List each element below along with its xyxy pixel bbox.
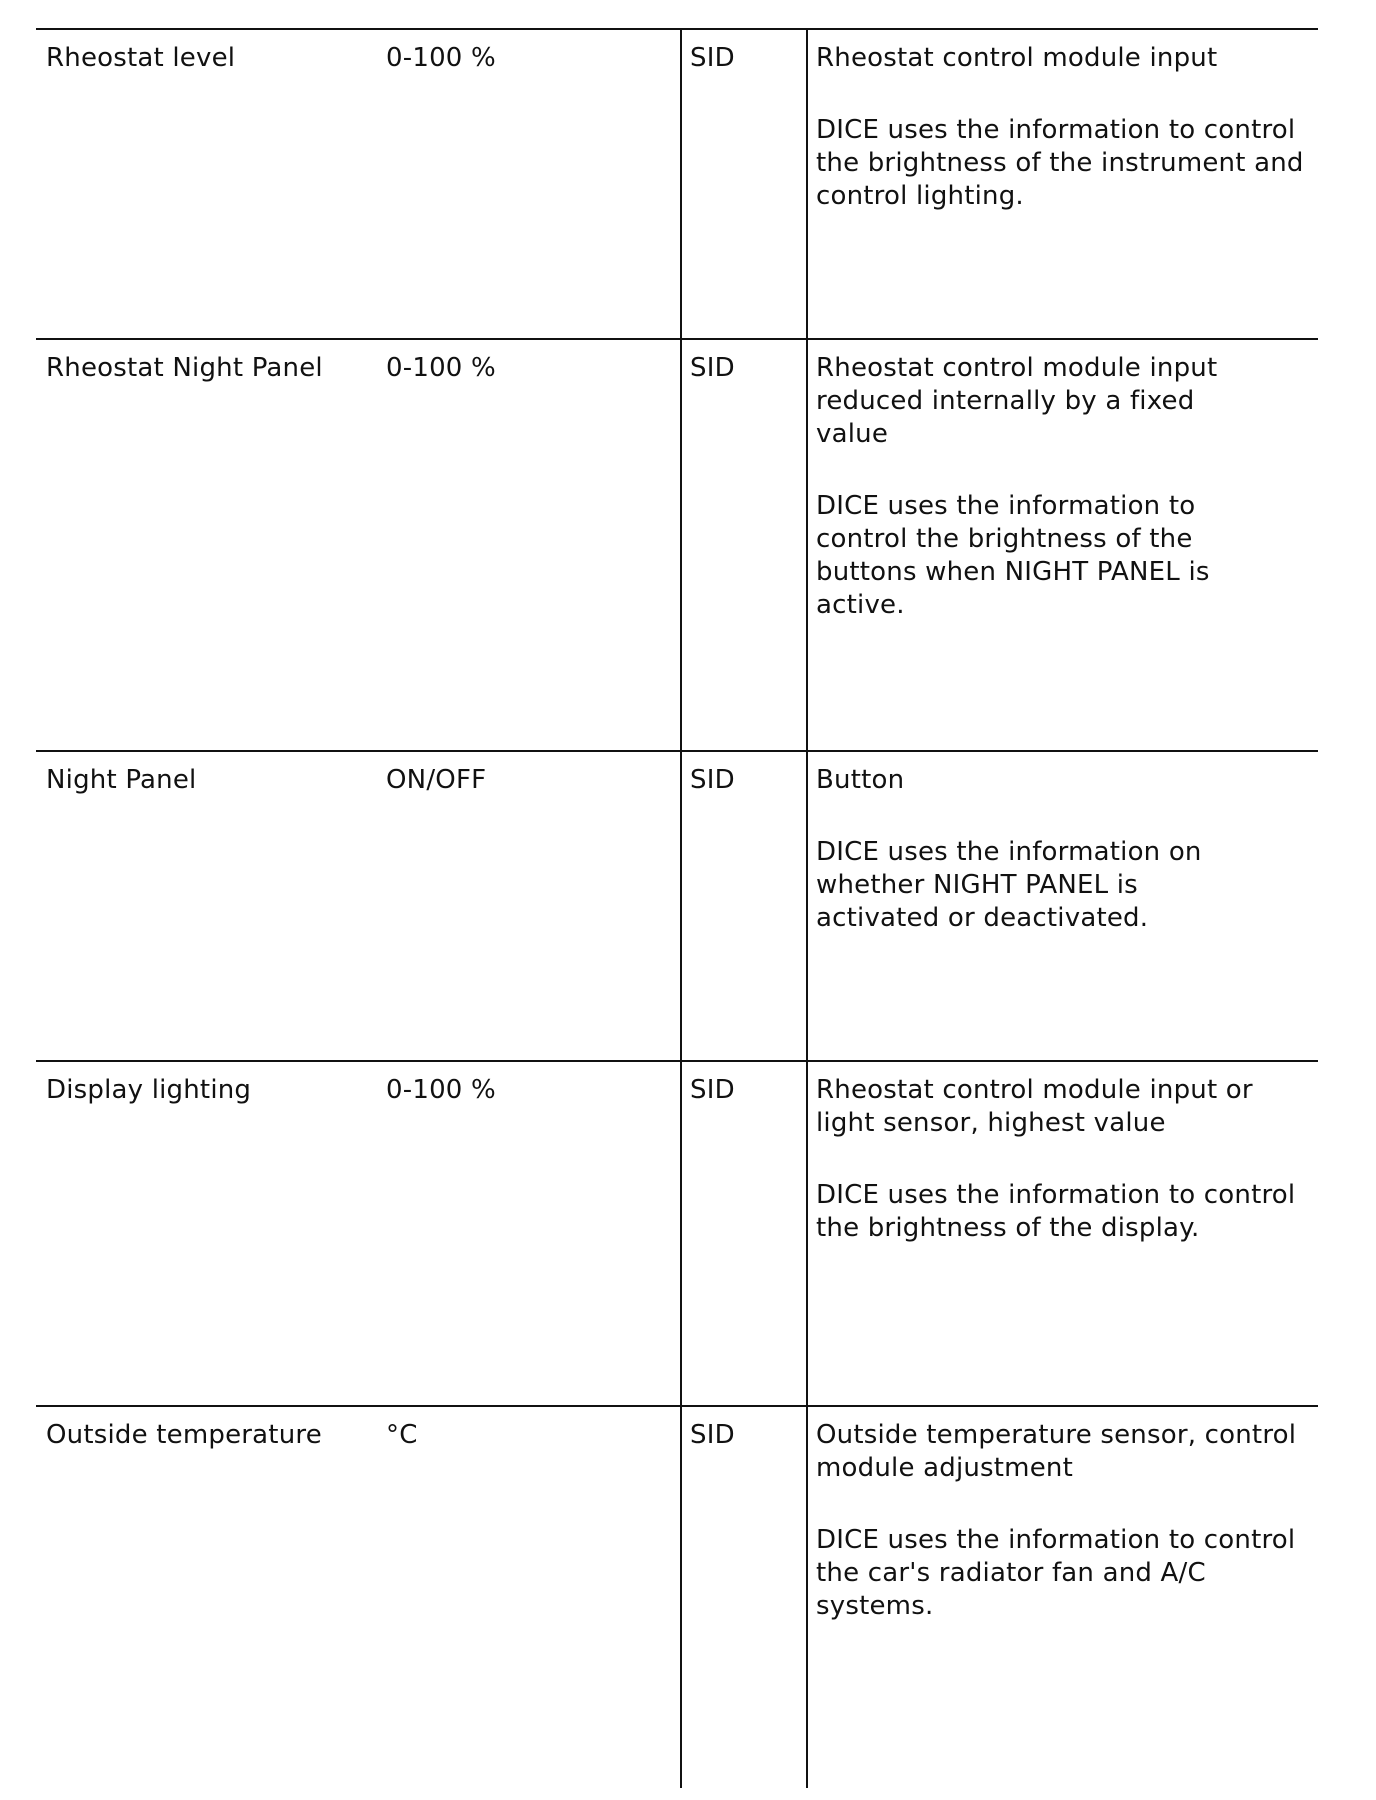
- row-divider: [36, 338, 1318, 340]
- parameter-range: 0-100 %: [386, 353, 496, 383]
- parameter-name: Night Panel: [46, 765, 197, 795]
- description-usage: DICE uses the information on whether NIGHT PANEL is activated or deactivated.: [816, 837, 1202, 933]
- description-usage: DICE uses the information to control the brightness of the instrument and control lighting.: [816, 115, 1304, 211]
- row-divider: [36, 750, 1318, 752]
- row-divider: [36, 1405, 1318, 1407]
- parameter-name: Outside temperature: [46, 1420, 322, 1450]
- parameter-description: [816, 764, 1266, 935]
- parameter-source: SID: [690, 43, 735, 73]
- parameter-source: SID: [690, 1420, 735, 1450]
- parameter-table: [36, 28, 1318, 1788]
- parameter-range: °C: [386, 1420, 418, 1450]
- parameter-source: SID: [690, 765, 735, 795]
- description-usage: DICE uses the information to control the car's radiator fan and A/C systems.: [816, 1525, 1296, 1621]
- parameter-source: SID: [690, 1075, 735, 1105]
- parameter-name: Rheostat Night Panel: [46, 353, 323, 383]
- description-source: Outside temperature sensor, control module adjustment: [816, 1420, 1297, 1483]
- parameter-description: [816, 1419, 1312, 1623]
- description-usage: DICE uses the information to control the brightness of the display.: [816, 1180, 1296, 1243]
- description-source: Rheostat control module input or light sensor, highest value: [816, 1075, 1253, 1138]
- parameter-description: [816, 352, 1266, 622]
- parameter-range: 0-100 %: [386, 1075, 496, 1105]
- parameter-range: 0-100 %: [386, 43, 496, 73]
- parameter-range: ON/OFF: [386, 765, 487, 795]
- description-source: Button: [816, 765, 905, 795]
- description-source: Rheostat control module input reduced internally by a fixed value: [816, 353, 1218, 449]
- row-divider: [36, 1060, 1318, 1062]
- description-source: Rheostat control module input: [816, 43, 1218, 73]
- description-usage: DICE uses the information to control the brightness of the buttons when NIGHT PANEL is active.: [816, 491, 1210, 620]
- parameter-description: [816, 1074, 1312, 1245]
- column-divider: [680, 28, 682, 1788]
- row-divider: [36, 28, 1318, 30]
- parameter-name: Display lighting: [46, 1075, 252, 1105]
- column-divider: [806, 28, 808, 1788]
- parameter-description: [816, 42, 1312, 213]
- parameter-name: Rheostat level: [46, 43, 236, 73]
- parameter-source: SID: [690, 353, 735, 383]
